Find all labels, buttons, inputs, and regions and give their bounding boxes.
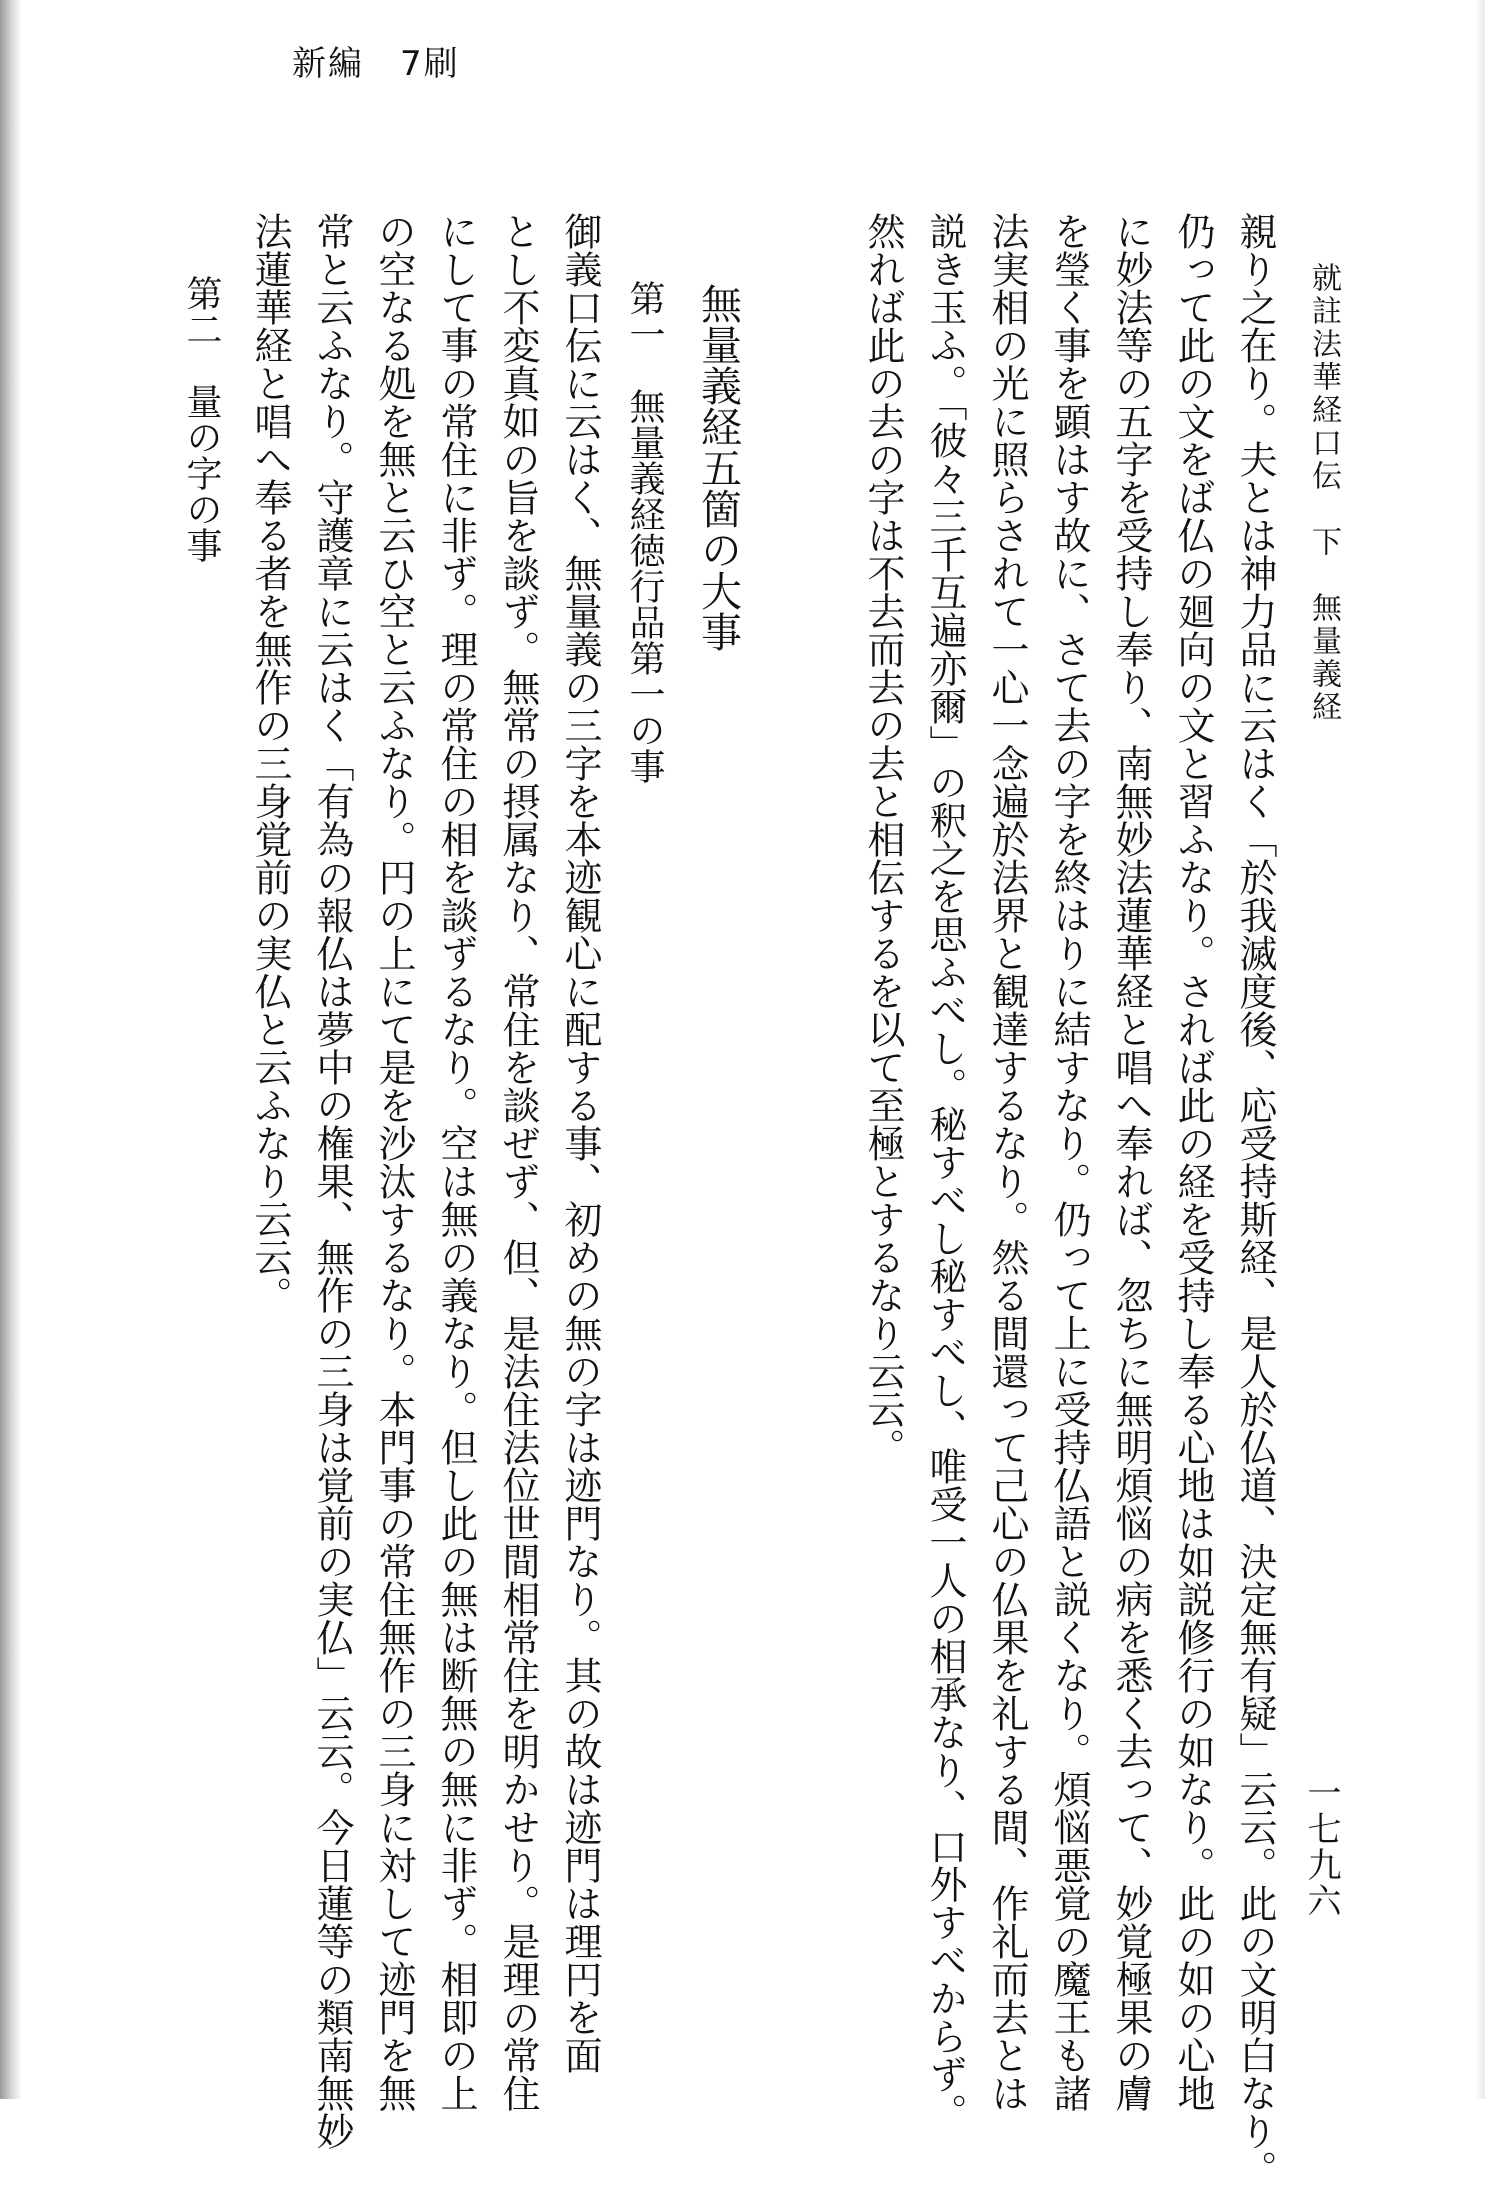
body-line: を瑩く事を顕はす故に、さて去の字を終はりに結すなり。仍って上に受持仏語と説くなり。煩悩悪覚の魔王も諸 [1047, 212, 1091, 2112]
section-line: 御義口伝に云はく、無量義の三字を本迹観心に配する事、初めの無の字は迹門なり。其の故は迹門は理円を面 [558, 212, 602, 2074]
section-line: 常と云ふなり。守護章に云はく「有為の報仏は夢中の権果、無作の三身は覚前の実仏」云云。今日蓮等の類南無妙 [310, 212, 354, 2150]
page-number: 一七九六 [1301, 1775, 1341, 1919]
running-header: 就註法華経口伝 下 無量義経 [1306, 262, 1341, 724]
body-line: 親り之在り。夫とは神力品に云はく「於我滅度後、応受持斯経、是人於仏道、決定無有疑」云云。此の文明白なり。 [1233, 212, 1277, 2188]
body-line: 法実相の光に照らされて一心一念遍於法界と観達するなり。然る間還って己心の仏果を礼する間、作礼而去とは [985, 212, 1029, 2112]
body-line: 仍って此の文をば仏の廻向の文と習ふなり。されば此の経を受持し奉る心地は如説修行の如なり。此の如の心地 [1171, 212, 1215, 2112]
section-line: の空なる処を無と云ひ空と云ふなり。円の上にて是を沙汰するなり。本門事の常住無作の三身に対して迹門を無 [372, 212, 416, 2112]
body-line: に妙法等の五字を受持し奉り、南無妙法蓮華経と唱へ奉れば、忽ちに無明煩悩の病を悉く去って、妙覚極果の膚 [1109, 212, 1153, 2112]
section-line: とし不変真如の旨を談ず。無常の摂属なり、常住を談ぜず、但、是法住法位世間相常住を明かせり。是理の常住 [496, 212, 540, 2112]
edition-label: 新編 7刷 [292, 44, 460, 84]
section-title: 無量義経五箇の大事 [694, 283, 742, 652]
body-line: 然れば此の去の字は不去而去の去と相伝するを以て至極とするなり云云。 [861, 212, 905, 1466]
page-edge [1475, 0, 1485, 2099]
heading-first: 第一 無量義経徳行品第一の事 [624, 280, 665, 784]
heading-second: 第二 量の字の事 [181, 275, 222, 563]
section-line: にして事の常住に非ず。理の常住の相を談ずるなり。空は無の義なり。但し此の無は断無の無に非ず。相即の上 [434, 212, 478, 2112]
body-line: 説き玉ふ。「彼々三千互遍亦爾」の釈之を思ふべし。秘すべし秘すべし、唯受一人の相承なり、口外すべからず。 [923, 212, 967, 2131]
section-line: 法蓮華経と唱へ奉る者を無作の三身覚前の実仏と云ふなり云云。 [248, 212, 292, 1314]
page-gutter-shadow [0, 0, 22, 2099]
